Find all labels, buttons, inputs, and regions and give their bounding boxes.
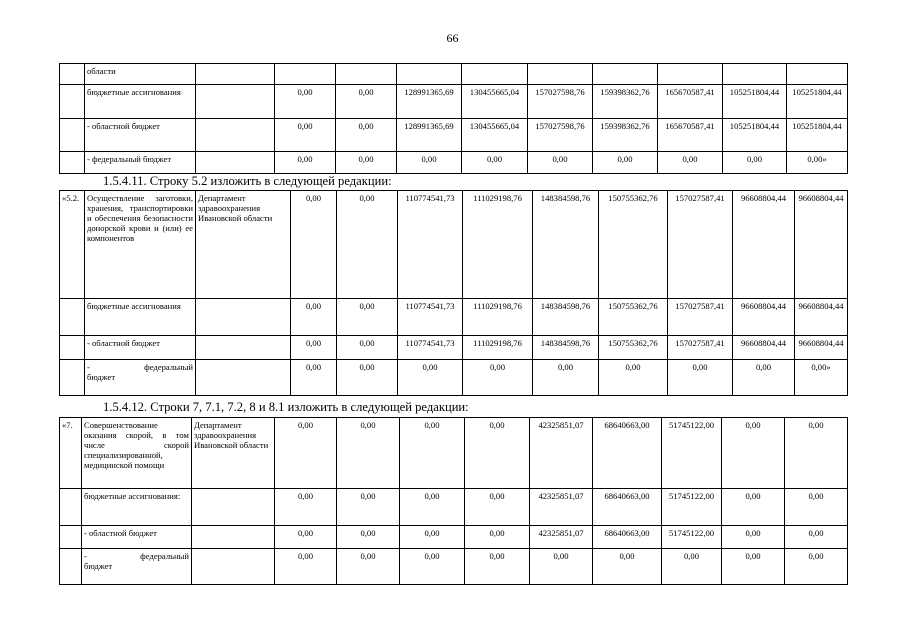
value-cell: 165670587,41 [658, 85, 723, 119]
value-cell [723, 64, 787, 85]
section-heading-1-5-4-11: 1.5.4.11. Строку 5.2 изложить в следующей редакции: [103, 174, 392, 188]
value-cell: 0,00 [400, 418, 465, 489]
row-label-cell: Совершенствование оказания скорой, в том числе скорой специализированной, медицинской помощи [82, 418, 192, 489]
value-cell: 0,00 [465, 418, 530, 489]
value-cell: 0,00 [337, 299, 398, 336]
value-cell: 68640663,00 [593, 418, 662, 489]
table-row [60, 152, 848, 174]
executor-cell: Департамент здравоохранения Ивановской области [192, 418, 275, 489]
value-cell: 157027587,41 [668, 191, 733, 299]
row-label-cell: бюджетные ассигнования: [82, 489, 192, 526]
value-cell: 42325851,07 [530, 489, 593, 526]
value-cell: 0,00 [275, 549, 337, 585]
value-cell: 105251804,44 [723, 85, 787, 119]
executor-cell [196, 85, 275, 119]
value-cell: 96608804,44 [733, 299, 795, 336]
value-cell: 111029198,76 [463, 336, 533, 360]
value-cell: 157027598,76 [528, 85, 593, 119]
value-cell: 68640663,00 [593, 489, 662, 526]
table-row [60, 360, 848, 396]
value-cell: 51745122,00 [662, 418, 722, 489]
value-cell: 96608804,44 [795, 336, 848, 360]
row-label-cell: бюджетные ассигнования [85, 299, 196, 336]
value-cell: 0,00 [533, 360, 599, 396]
value-cell: 0,00 [593, 549, 662, 585]
executor-cell: Департамент здравоохранения Ивановской области [196, 191, 291, 299]
executor-cell [192, 489, 275, 526]
row-number-cell: «7. [60, 418, 82, 489]
table-row [60, 85, 848, 119]
executor-cell [196, 336, 291, 360]
value-cell: 0,00 [528, 152, 593, 174]
value-cell: 128991365,69 [397, 119, 462, 152]
table-row [60, 299, 848, 336]
value-cell: 0,00 [275, 489, 337, 526]
executor-cell [192, 526, 275, 549]
value-cell: 0,00 [785, 489, 848, 526]
dash-text: - [84, 551, 87, 561]
row-number-cell [60, 152, 85, 174]
value-cell: 0,00 [337, 336, 398, 360]
section-heading-1-5-4-12: 1.5.4.12. Строки 7, 7.1, 7.2, 8 и 8.1 изложить в следующей редакции: [103, 400, 469, 414]
value-cell: 0,00 [722, 526, 785, 549]
value-cell: 111029198,76 [463, 191, 533, 299]
value-cell [787, 64, 848, 85]
table-row [60, 489, 848, 526]
value-cell: 128991365,69 [397, 85, 462, 119]
value-cell: 0,00 [336, 85, 397, 119]
value-cell: 0,00 [722, 418, 785, 489]
row-label-cell [85, 360, 196, 396]
value-cell: 0,00 [462, 152, 528, 174]
value-cell: 0,00 [400, 526, 465, 549]
value-cell: 110774541,73 [398, 299, 463, 336]
value-cell: 0,00 [291, 299, 337, 336]
value-cell: 0,00 [723, 152, 787, 174]
executor-cell [196, 360, 291, 396]
value-cell: 0,00 [275, 85, 336, 119]
value-cell: 0,00 [722, 489, 785, 526]
value-cell: 0,00 [722, 549, 785, 585]
row-number-cell [60, 299, 85, 336]
row-number-cell: «5.2. [60, 191, 85, 299]
federal-text: федеральный [144, 362, 193, 372]
table-row [60, 418, 848, 489]
value-cell [593, 64, 658, 85]
value-cell: 157027598,76 [528, 119, 593, 152]
value-cell: 0,00 [397, 152, 462, 174]
executor-cell [196, 64, 275, 85]
value-cell: 159398362,76 [593, 85, 658, 119]
table-row [60, 191, 848, 299]
value-cell: 0,00 [337, 549, 400, 585]
value-cell: 0,00 [733, 360, 795, 396]
value-cell: 96608804,44 [795, 191, 848, 299]
value-cell: 0,00 [275, 418, 337, 489]
table-continuation [59, 63, 848, 174]
value-cell: 0,00 [275, 526, 337, 549]
row-number-cell [60, 336, 85, 360]
value-cell: 105251804,44 [787, 119, 848, 152]
value-cell: 157027587,41 [668, 299, 733, 336]
value-cell: 0,00 [291, 191, 337, 299]
value-cell: 0,00» [795, 360, 848, 396]
page-number: 66 [446, 31, 459, 45]
value-cell: 0,00 [398, 360, 463, 396]
value-cell: 0,00 [593, 152, 658, 174]
value-cell: 0,00 [785, 526, 848, 549]
value-cell: 96608804,44 [733, 191, 795, 299]
value-cell: 110774541,73 [398, 191, 463, 299]
value-cell: 96608804,44 [733, 336, 795, 360]
value-cell: 130455665,04 [462, 119, 528, 152]
table-row [60, 64, 848, 85]
value-cell: 0,00 [530, 549, 593, 585]
table-row-7 [59, 417, 848, 585]
row-label-cell: - областной бюджет [82, 526, 192, 549]
value-cell: 150755362,76 [599, 299, 668, 336]
value-cell: 0,00 [662, 549, 722, 585]
dash-text: - [87, 362, 90, 372]
value-cell: 0,00 [658, 152, 723, 174]
value-cell: 0,00 [291, 336, 337, 360]
row-label-cell: области [85, 64, 196, 85]
value-cell: 130455665,04 [462, 85, 528, 119]
value-cell: 0,00 [785, 549, 848, 585]
value-cell: 157027587,41 [668, 336, 733, 360]
value-cell: 159398362,76 [593, 119, 658, 152]
value-cell: 0,00 [336, 152, 397, 174]
executor-cell [196, 299, 291, 336]
table-row [60, 336, 848, 360]
value-cell: 105251804,44 [787, 85, 848, 119]
value-cell: 0,00 [465, 549, 530, 585]
value-cell: 51745122,00 [662, 526, 722, 549]
value-cell: 42325851,07 [530, 526, 593, 549]
value-cell: 0,00 [400, 549, 465, 585]
table-row [60, 526, 848, 549]
value-cell: 0,00 [275, 119, 336, 152]
value-cell: 150755362,76 [599, 191, 668, 299]
executor-cell [192, 549, 275, 585]
row-number-cell [60, 64, 85, 85]
row-label-cell: - областной бюджет [85, 119, 196, 152]
budget-text: бюджет [87, 372, 116, 382]
value-cell: 148384598,76 [533, 336, 599, 360]
value-cell [658, 64, 723, 85]
value-cell: 0,00 [465, 526, 530, 549]
value-cell [336, 64, 397, 85]
row-number-cell [60, 549, 82, 585]
value-cell: 0,00 [336, 119, 397, 152]
value-cell: 42325851,07 [530, 418, 593, 489]
value-cell: 148384598,76 [533, 299, 599, 336]
table-row-5-2 [59, 190, 848, 396]
value-cell [275, 64, 336, 85]
value-cell: 111029198,76 [463, 299, 533, 336]
row-label-cell: - федеральный бюджет [85, 152, 196, 174]
value-cell [528, 64, 593, 85]
value-cell: 0,00 [337, 418, 400, 489]
row-number-cell [60, 526, 82, 549]
value-cell: 0,00 [465, 489, 530, 526]
table-row [60, 549, 848, 585]
value-cell: 165670587,41 [658, 119, 723, 152]
row-label-cell: Осуществление заготовки, хранения, транспортировки и обеспечения безопасности донорской крови и (или) ее компонентов [85, 191, 196, 299]
value-cell: 150755362,76 [599, 336, 668, 360]
value-cell: 0,00 [337, 526, 400, 549]
row-label-cell: бюджетные ассигнования [85, 85, 196, 119]
row-number-cell [60, 119, 85, 152]
value-cell: 0,00 [275, 152, 336, 174]
row-label-cell [82, 549, 192, 585]
value-cell: 110774541,73 [398, 336, 463, 360]
federal-text: федеральный [140, 551, 189, 561]
row-label-cell: - областной бюджет [85, 336, 196, 360]
value-cell: 0,00 [291, 360, 337, 396]
value-cell: 0,00 [337, 360, 398, 396]
value-cell: 0,00 [337, 489, 400, 526]
executor-cell [196, 119, 275, 152]
value-cell: 105251804,44 [723, 119, 787, 152]
value-cell: 0,00 [337, 191, 398, 299]
table-row [60, 119, 848, 152]
row-number-cell [60, 489, 82, 526]
budget-text: бюджет [84, 561, 113, 571]
row-number-cell [60, 360, 85, 396]
value-cell: 51745122,00 [662, 489, 722, 526]
value-cell: 0,00 [599, 360, 668, 396]
row-number-cell [60, 85, 85, 119]
value-cell: 0,00 [785, 418, 848, 489]
value-cell [397, 64, 462, 85]
value-cell: 0,00 [400, 489, 465, 526]
value-cell: 68640663,00 [593, 526, 662, 549]
value-cell: 96608804,44 [795, 299, 848, 336]
executor-cell [196, 152, 275, 174]
value-cell: 148384598,76 [533, 191, 599, 299]
value-cell: 0,00 [668, 360, 733, 396]
value-cell [462, 64, 528, 85]
value-cell: 0,00 [463, 360, 533, 396]
value-cell: 0,00» [787, 152, 848, 174]
